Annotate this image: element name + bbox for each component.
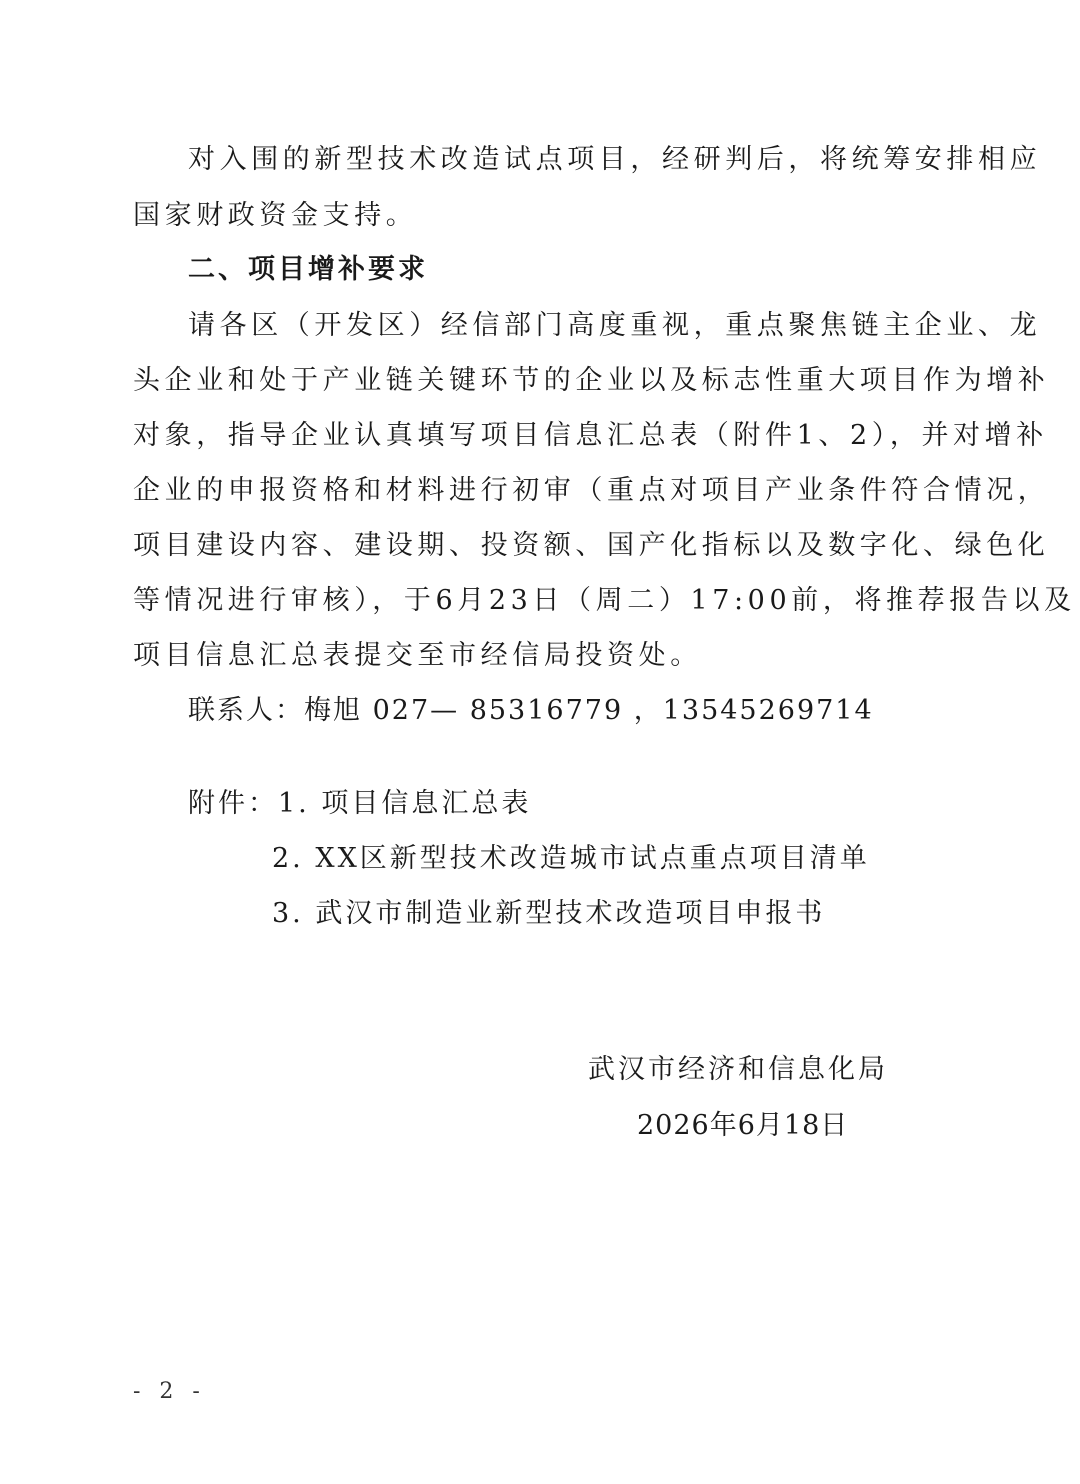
- paragraph-2-line-6: 等情况进行审核），于6月23日（周二）17:00前，将推荐报告以及: [133, 585, 1076, 616]
- paragraph-2-line-7: 项目信息汇总表提交至市经信局投资处。: [133, 640, 702, 671]
- signature-date: 2026年6月18日: [637, 1110, 849, 1141]
- paragraph-1-line-1: 对入围的新型技术改造试点项目，经研判后，将统筹安排相应: [188, 144, 1042, 175]
- section-heading: 二、项目增补要求: [188, 254, 428, 285]
- paragraph-2-line-5: 项目建设内容、建设期、投资额、国产化指标以及数字化、绿色化: [133, 530, 1050, 561]
- paragraph-2-line-3: 对象，指导企业认真填写项目信息汇总表（附件1、2），并对增补: [133, 420, 1048, 451]
- attachment-item-1: 附件：1. 项目信息汇总表: [188, 788, 532, 819]
- paragraph-2-line-4: 企业的申报资格和材料进行初审（重点对项目产业条件符合情况，: [133, 475, 1050, 506]
- contact-line: 联系人：梅旭 027— 85316779 ，13545269714: [188, 695, 874, 726]
- signature-organization: 武汉市经济和信息化局: [588, 1054, 888, 1085]
- page-number: - 2 -: [133, 1379, 206, 1404]
- attachment-item-2: 2. XX区新型技术改造城市试点重点项目清单: [272, 843, 870, 874]
- paragraph-1-line-2: 国家财政资金支持。: [133, 200, 418, 231]
- attachment-item-3: 3. 武汉市制造业新型技术改造项目申报书: [272, 898, 826, 929]
- paragraph-2-line-2: 头企业和处于产业链关键环节的企业以及标志性重大项目作为增补: [133, 365, 1050, 396]
- paragraph-2-line-1: 请各区（开发区）经信部门高度重视，重点聚焦链主企业、龙: [188, 310, 1042, 341]
